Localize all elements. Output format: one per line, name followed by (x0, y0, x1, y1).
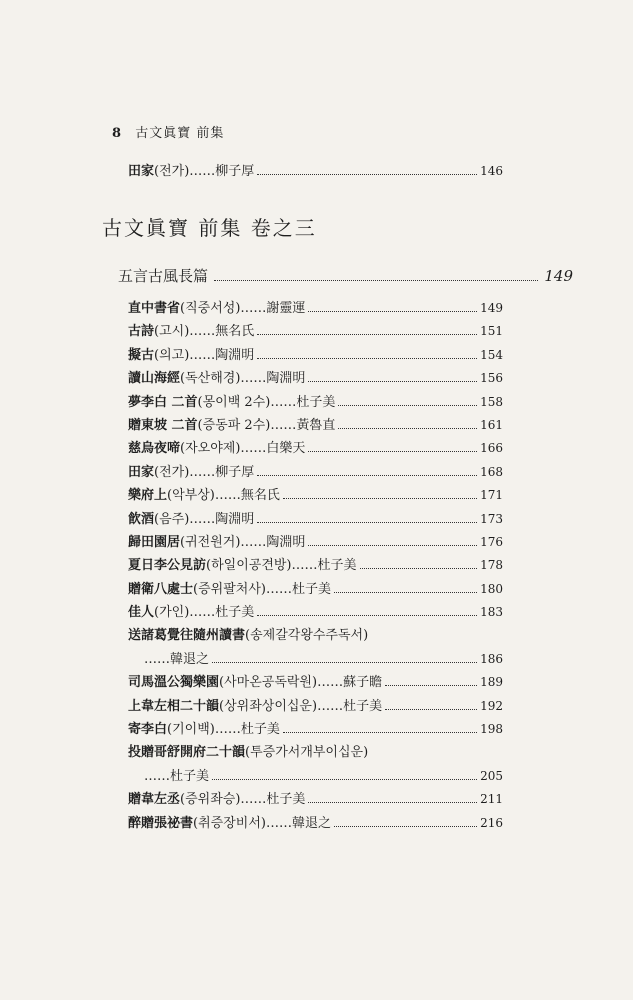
toc-entry (128, 650, 503, 668)
toc-entry (128, 790, 503, 808)
entry-page: 146 (480, 164, 503, 178)
entry-korean: (귀전원거) (180, 535, 241, 550)
entry-author: ……陶淵明 (240, 371, 306, 387)
toc-entry (128, 580, 503, 598)
entry-title: 夏日李公見訪 (128, 558, 207, 574)
entry-title: 歸田園居 (128, 535, 181, 550)
entry-page: 183 (480, 605, 503, 620)
dot-leader (338, 416, 477, 429)
toc-entry (128, 299, 503, 317)
toc-entry (128, 720, 503, 738)
entry-author: ……白樂天 (240, 441, 306, 457)
entry-author: ……杜子美 (189, 605, 255, 621)
dot-leader (308, 439, 477, 452)
entry-author: ……韓退之 (265, 815, 331, 831)
entry-page: 149 (480, 301, 503, 315)
entry-author: ……黃魯直 (270, 418, 336, 433)
dot-leader (257, 162, 477, 175)
dot-leader (257, 463, 477, 476)
entry-korean: (직중서성) (180, 301, 241, 316)
entry-page: 186 (480, 652, 503, 666)
entry-page: 166 (480, 441, 503, 456)
section-title: 五言古風長篇 (118, 267, 209, 285)
entry-title: 寄李白 (128, 722, 168, 738)
dot-leader (334, 814, 477, 827)
entry-korean: (음주) (154, 511, 190, 527)
entry-korean: (자오야제) (180, 441, 241, 457)
entry-author: ……杜子美 (291, 558, 357, 574)
entry-title: 司馬溫公獨樂園 (128, 675, 220, 691)
entry-author: ……杜子美 (240, 792, 306, 808)
entry-author: ……陶淵明 (189, 511, 255, 527)
entry-page: 211 (480, 792, 503, 807)
entry-page: 216 (480, 815, 503, 830)
entry-korean: (악부상) (167, 488, 215, 504)
entry-author: ……陶淵明 (189, 347, 255, 363)
toc-entry (128, 697, 503, 715)
entry-title: 夢李白 二首 (128, 394, 198, 410)
entry-title: 慈烏夜啼 (128, 441, 181, 457)
dot-leader (257, 603, 477, 616)
entry-page: 161 (480, 418, 503, 432)
entry-page: 156 (480, 371, 503, 386)
entry-title: 贈衛八處士 (128, 581, 194, 597)
dot-leader (308, 299, 477, 312)
toc-entry (128, 346, 503, 364)
page-number: 8 (112, 126, 123, 141)
entry-author: ……陶淵明 (240, 535, 306, 550)
entry-korean: (취증장비서) (193, 815, 266, 831)
entry-title: 佳人 (128, 605, 155, 621)
entry-title: 醉贈張祕書 (128, 815, 194, 831)
chapter-title: 古文眞寶 前集 卷之三 (102, 216, 317, 240)
toc-entry (128, 533, 503, 551)
dot-leader (334, 580, 477, 593)
entry-korean: (의고) (154, 347, 190, 363)
section-heading (118, 265, 573, 286)
toc-entry (128, 369, 503, 387)
toc-entry (128, 767, 503, 785)
entry-page: 192 (480, 698, 503, 713)
entry-title: 投贈哥舒開府二十韻 (128, 744, 246, 760)
entry-korean: (고시) (154, 324, 190, 340)
entry-author: ……韓退之 (144, 652, 210, 667)
entry-korean: (전가) (154, 464, 190, 480)
entry-title: 田家 (128, 164, 155, 179)
dot-leader (212, 650, 477, 663)
entry-title: 飮酒 (128, 511, 155, 527)
dot-leader (385, 673, 477, 686)
dot-leader (308, 533, 477, 546)
entry-title: 擬古 (128, 347, 155, 363)
toc-entry (128, 393, 503, 411)
entry-author: ……無名氏 (214, 488, 280, 504)
entry-page: 158 (480, 394, 503, 409)
toc-entry (128, 744, 503, 762)
toc-entry (128, 814, 503, 832)
entry-korean: (하일이공견방) (206, 558, 292, 574)
entry-page: 205 (480, 769, 503, 783)
entry-author: ……謝靈運 (240, 301, 306, 316)
toc-entry (128, 627, 503, 645)
entry-author: ……杜子美 (270, 394, 336, 410)
entry-author: ……杜子美 (265, 581, 331, 597)
dot-leader (385, 697, 477, 710)
entry-title: 贈韋左丞 (128, 792, 181, 808)
entry-page: 198 (480, 722, 503, 737)
entry-author: ……杜子美 (317, 698, 383, 714)
dot-leader (283, 720, 477, 733)
entry-page: 171 (480, 488, 503, 503)
dot-leader (308, 369, 477, 382)
entry-korean: (사마온공독락원) (219, 675, 318, 691)
toc-entry (128, 486, 503, 504)
entry-page: 151 (480, 324, 503, 339)
entry-author: ……柳子厚 (189, 164, 255, 179)
entry-korean: (몽이백 2수) (197, 394, 271, 410)
toc-entry (128, 463, 503, 481)
dot-leader (257, 510, 477, 523)
running-head (112, 122, 224, 141)
entry-korean: (기이백) (167, 722, 215, 738)
entry-author: ……無名氏 (189, 324, 255, 340)
entry-title: 田家 (128, 464, 155, 480)
entry-title: 上韋左相二十韻 (128, 698, 220, 714)
entry-author: ……蘇子瞻 (317, 675, 383, 691)
entry-korean: (상위좌상이십운) (219, 698, 318, 714)
entry-author: ……柳子厚 (189, 464, 255, 480)
toc-entry (128, 603, 503, 621)
section-page: 149 (544, 267, 573, 285)
toc-entry-prev (128, 162, 503, 180)
entry-title: 送諸葛覺往隨州讀書 (128, 627, 246, 643)
entry-korean: (증위좌승) (180, 792, 241, 808)
entry-title: 樂府上 (128, 488, 168, 504)
dot-leader (212, 767, 477, 780)
entry-author: ……杜子美 (214, 722, 280, 738)
entry-korean: (독산해경) (180, 371, 241, 387)
entry-korean: (전가) (154, 164, 190, 179)
dot-leader (257, 346, 477, 359)
entry-title: 讀山海經 (128, 371, 181, 387)
dot-leader (283, 486, 477, 499)
entry-korean: (가인) (154, 605, 190, 621)
toc-entry (128, 556, 503, 574)
entry-title: 古詩 (128, 324, 155, 340)
entry-korean: (송제갈각왕수주독서) (245, 627, 369, 643)
toc-entry (128, 510, 503, 528)
toc-entry (128, 322, 503, 340)
toc-entry (128, 416, 503, 434)
entry-page: 176 (480, 535, 503, 549)
entry-page: 154 (480, 347, 503, 362)
dot-leader (360, 556, 478, 569)
toc-entry (128, 673, 503, 691)
entry-title: 直中書省 (128, 301, 181, 316)
entry-title: 贈東坡 二首 (128, 418, 198, 433)
entry-page: 180 (480, 581, 503, 596)
dot-leader (338, 393, 477, 406)
toc-entry (128, 439, 503, 457)
entry-korean: (투증가서개부이십운) (245, 744, 369, 760)
running-title: 古文眞寶 前集 (135, 126, 225, 141)
dot-leader (257, 322, 477, 335)
entry-page: 168 (480, 464, 503, 479)
dot-leader (214, 268, 538, 281)
entry-page: 189 (480, 675, 503, 690)
entry-author: ……杜子美 (144, 769, 210, 784)
dot-leader (308, 790, 477, 803)
entry-korean: (증동파 2수) (197, 418, 271, 433)
entry-page: 173 (480, 511, 503, 526)
entry-page: 178 (480, 558, 503, 573)
entry-korean: (증위팔처사) (193, 581, 266, 597)
